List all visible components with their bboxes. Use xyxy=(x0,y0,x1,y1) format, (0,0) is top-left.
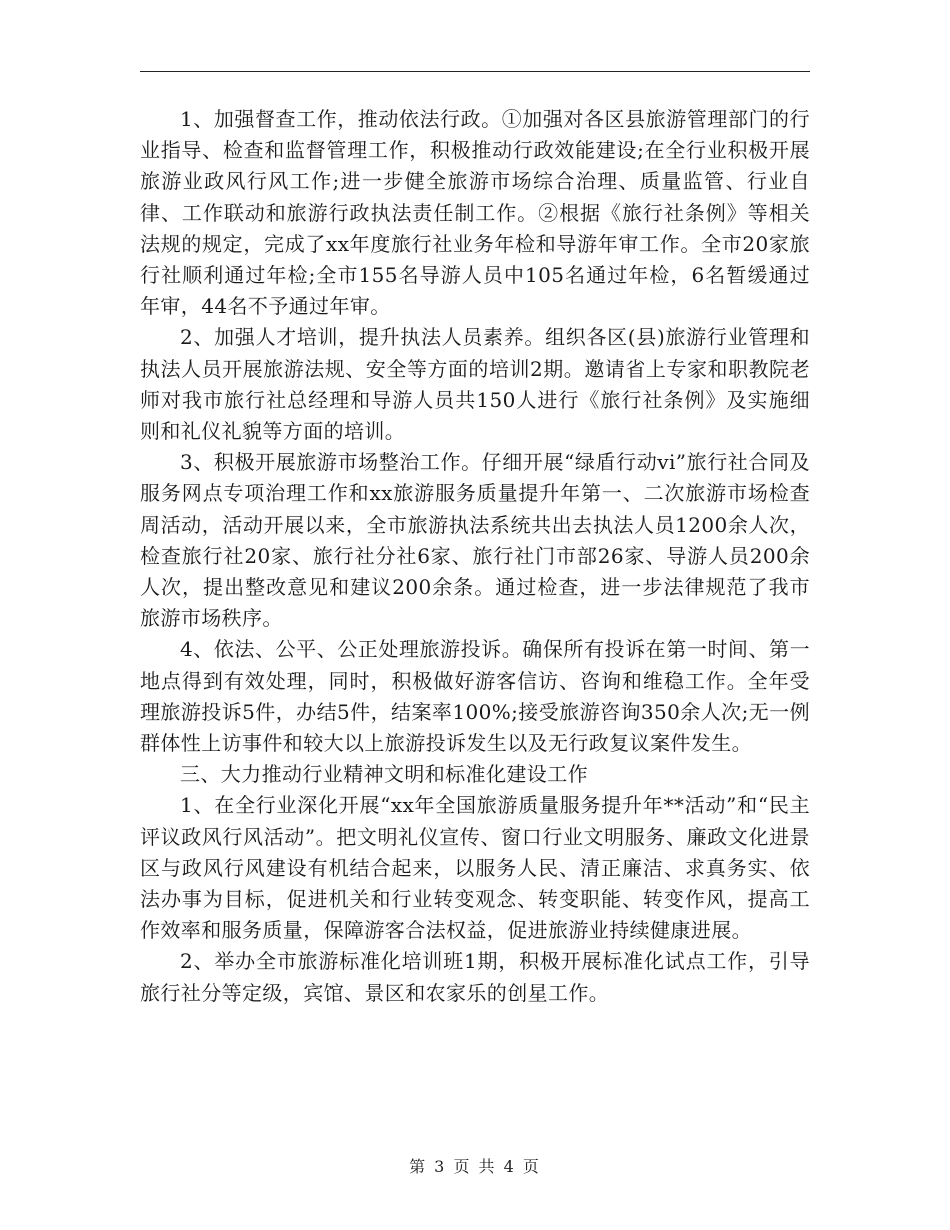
section-heading-civilization: 三、大力推动行业精神文明和标准化建设工作 xyxy=(180,762,588,787)
paragraph-market-rectification: 3、积极开展旅游市场整治工作。仔细开展“绿盾行动vi”旅行社合同及服务网点专项治理工作和xx旅游服务质量提升年第一、二次旅游市场检查周活动，活动开展以来，全市旅游执法系统共出去执法人员1200余人次，检查旅行社20家、旅行社分社6家、旅行社门市部26家、导游人员200余人次，提出整改意见和建议200余条。通过检查，进一步法律规范了我市旅游市场秩序。 xyxy=(140,450,810,631)
paragraph-inspection: 1、加强督查工作，推动依法行政。①加强对各区县旅游管理部门的行业指导、检查和监督管理工作，积极推动行政效能建设;在全行业积极开展旅游业政风行风工作;进一步健全旅游市场综合治理、质量监管、行业自律、工作联动和旅游行政执法责任制工作。②根据《旅行社条例》等相关法规的规定，完成了xx年度旅行社业务年检和导游年审工作。全市20家旅行社顺利通过年检;全市155名导游人员中105名通过年检，6名暂缓通过年审，44名不予通过年审。 xyxy=(140,107,810,319)
paragraph-standardization: 2、举办全市旅游标准化培训班1期，积极开展标准化试点工作，引导旅行社分等定级，宾馆、景区和农家乐的创星工作。 xyxy=(140,949,810,1005)
document-body xyxy=(140,104,810,1009)
paragraph-quality-campaign: 1、在全行业深化开展“xx年全国旅游质量服务提升年**活动”和“民主评议政风行风活动”。把文明礼仪宣传、窗口行业文明服务、廉政文化进景区与政风行风建设有机结合起来，以服务人民、清正廉洁、求真务实、依法办事为目标，促进机关和行业转变观念、转变职能、转变作风，提高工作效率和服务质量，保障游客合法权益，促进旅游业持续健康进展。 xyxy=(140,793,810,943)
page-number-footer: 第 3 页 共 4 页 xyxy=(409,1157,541,1176)
paragraph-training: 2、加强人才培训，提升执法人员素养。组织各区(县)旅游行业管理和执法人员开展旅游法规、安全等方面的培训2期。邀请省上专家和职教院老师对我市旅行社总经理和导游人员共150人进行《旅行社条例》及实施细则和礼仪礼貌等方面的培训。 xyxy=(140,325,810,444)
paragraph-complaints: 4、依法、公平、公正处理旅游投诉。确保所有投诉在第一时间、第一地点得到有效处理，同时，积极做好游客信访、咨询和维稳工作。全年受理旅游投诉5件，办结5件，结案率100%;接受旅游咨询350余人次;无一例群体性上访事件和较大以上旅游投诉发生以及无行政复议案件发生。 xyxy=(140,637,810,756)
header-rule xyxy=(140,71,810,72)
